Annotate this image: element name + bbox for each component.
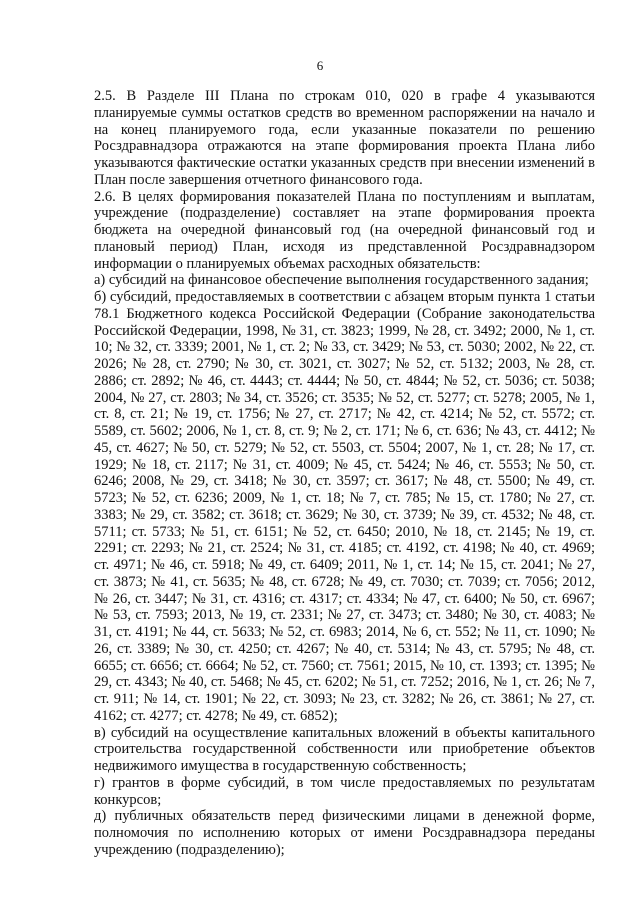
paragraph-2-6: 2.6. В целях формирования показателей Плана по поступлениям и выплатам, учреждение (подразделение) составляет на этапе формирования проекта бюджета на очередной финансовый год (на очередной финансовый год и плановый период) План, исходя из представленной Росздравнадзором информации о планируемых объемах расходных обязательств: [94, 188, 595, 272]
paragraph-2-5: 2.5. В Разделе III Плана по строкам 010, 020 в графе 4 указываются планируемые суммы остатков средств во временном распоряжении на начало и на конец планируемого года, если указанные показатели по решению Росздравнадзора отражаются на этапе формирования проекта Плана либо указываются фактические остатки указанных средств при внесении изменений в План после завершения отчетного финансового года. [94, 88, 595, 188]
list-item-b: б) субсидий, предоставляемых в соответствии с абзацем вторым пункта 1 статьи 78.1 Бюджетного кодекса Российской Федерации (Собрание законодательства Российской Федерации, 1998, № 31, ст. 3823; 1999, № 28, ст. 3492; 2000, № 1, ст. 10; № 32, ст. 3339; 2001, № 1, ст. 2; № 33, ст. 3429; № 53, ст. 5030; 2002, № 22, ст. 2026; № 28, ст. 2790; № 30, ст. 3021, ст. 3027; № 52, ст. 5132; 2003, № 28, ст. 2886; ст. 2892; № 46, ст. 4443; ст. 4444; № 50, ст. 4844; № 52, ст. 5036; ст. 5038; 2004, № 27, ст. 2803; № 34, ст. 3526; ст. 3535; № 52, ст. 5277; ст. 5278; 2005, № 1, ст. 8, ст. 21; № 19, ст. 1756; № 27, ст. 2717; № 42, ст. 4214; № 52, ст. 5572; ст. 5589, ст. 5602; 2006, № 1, ст. 8, ст. 9; № 2, ст. 171; № 6, ст. 636; № 43, ст. 4412; № 45, ст. 4627; № 50, ст. 5279; № 52, ст. 5503, ст. 5504; 2007, № 1, ст. 28; № 17, ст. 1929; № 18, ст. 2117; № 31, ст. 4009; № 45, ст. 5424; № 46, ст. 5553; № 50, ст. 6246; 2008, № 29, ст. 3418; № 30, ст. 3597; ст. 3617; № 48, ст. 5500; № 49, ст. 5723; № 52, ст. 6236; 2009, № 1, ст. 18; № 7, ст. 785; № 15, ст. 1780; № 27, ст. 3383; № 29, ст. 3582; ст. 3618; ст. 3629; № 30, ст. 3739; № 39, ст. 4532; № 48, ст. 5711; ст. 5733; № 51, ст. 6151; № 52, ст. 6450; 2010, № 18, ст. 2145; № 19, ст. 2291; ст. 2293; № 21, ст. 2524; № 31, ст. 4185; ст. 4192, ст. 4198; № 40, ст. 4969; ст. 4971; № 46, ст. 5918; № 49, ст. 6409; 2011, № 1, ст. 14; № 15, ст. 2041; № 27, ст. 3873; № 41, ст. 5635; № 48, ст. 6728; № 49, ст. 7030; ст. 7039; ст. 7056; 2012, № 26, ст. 3447; № 31, ст. 4316; ст. 4317; ст. 4334; № 47, ст. 6400; № 50, ст. 6967; № 53, ст. 7593; 2013, № 19, ст. 2331; № 27, ст. 3473; ст. 3480; № 30, ст. 4083; № 31, ст. 4191; № 44, ст. 5633; № 52, ст. 6983; 2014, № 6, ст. 552; № 11, ст. 1090; № 26, ст. 3389; № 30, ст. 4250; ст. 4267; № 40, ст. 5314; № 43, ст. 5795; № 48, ст. 6655; ст. 6656; ст. 6664; № 52, ст. 7560; ст. 7561; 2015, № 10, ст. 1393; ст. 1395; № 29, ст. 4343; № 40, ст. 5468; № 45, ст. 6202; № 51, ст. 7252; 2016, № 1, ст. 26; № 7, ст. 911; № 14, ст. 1901; № 22, ст. 3093; № 23, ст. 3282; № 26, ст. 3861; № 27, ст. 4162; ст. 4277; ст. 4278; № 49, ст. 6852); [94, 289, 595, 724]
list-item-g: г) грантов в форме субсидий, в том числе предоставляемых по результатам конкурсов; [94, 774, 595, 808]
page-number: 6 [316, 58, 324, 73]
list-item-a: а) субсидий на финансовое обеспечение выполнения государственного задания; [94, 272, 589, 289]
document-body [94, 88, 595, 859]
list-item-d: д) публичных обязательств перед физическими лицами в денежной форме, полномочия по исполнению которых от имени Росздравнадзора переданы учреждению (подразделению); [94, 808, 595, 858]
list-item-v: в) субсидий на осуществление капитальных вложений в объекты капитального строительства государственной собственности или приобретение объектов недвижимого имущества в государственную собственность; [94, 724, 595, 774]
